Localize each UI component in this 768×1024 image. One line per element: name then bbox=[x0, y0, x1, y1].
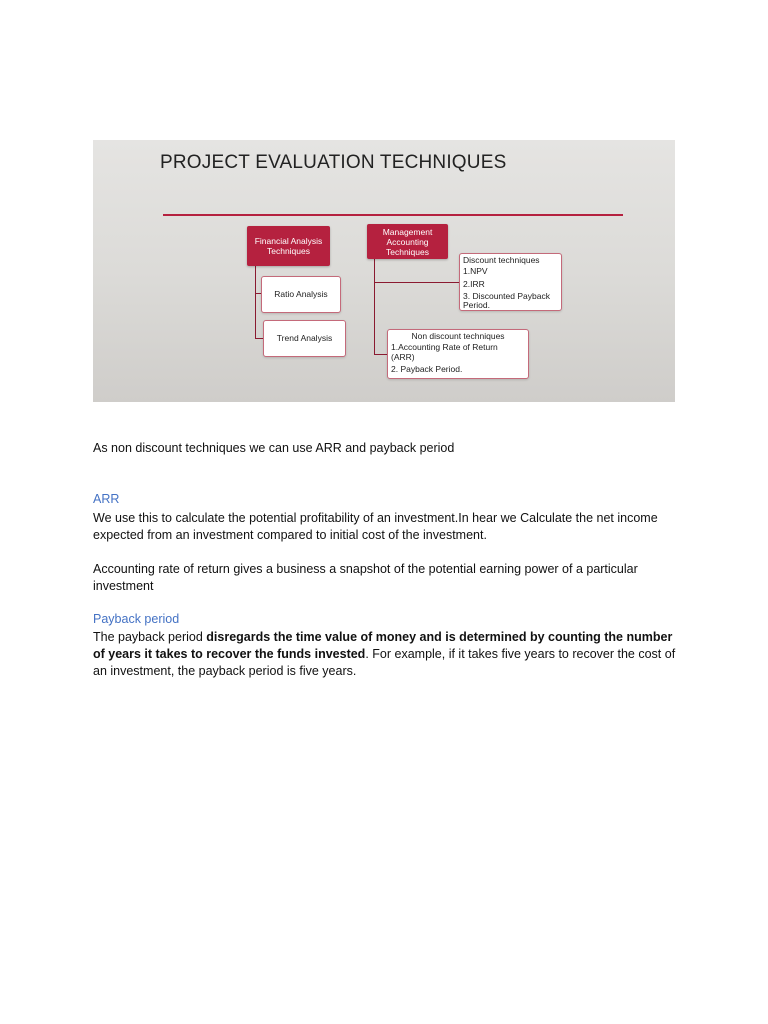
title-underline bbox=[163, 214, 623, 216]
intro-paragraph: As non discount techniques we can use ARR and payback period bbox=[93, 441, 455, 455]
slide-title: PROJECT EVALUATION TECHNIQUES bbox=[160, 152, 507, 173]
arr-heading: ARR bbox=[93, 492, 120, 506]
slide-image bbox=[93, 140, 675, 402]
non-discount-techniques-box bbox=[387, 329, 529, 379]
non-discount-header: Non discount techniques bbox=[411, 331, 505, 341]
discount-item: 1.NPV bbox=[463, 266, 488, 276]
connector-discount bbox=[374, 282, 460, 283]
arr-paragraph-1: We use this to calculate the potential profitability of an investment.In hear we Calculate the net income expected from an investment compared to initial cost of the investment. bbox=[93, 511, 658, 542]
payback-bold: disregards the time value of money and is determined by counting the number of years it takes to recover the funds invested bbox=[93, 630, 673, 661]
discount-header: Discount techniques bbox=[463, 255, 540, 265]
payback-tail: . For example, if it takes five years to recover the cost of an investment, the payback period is five years. bbox=[93, 647, 676, 678]
discount-techniques-box bbox=[459, 253, 562, 311]
non-discount-item: 1.Accounting Rate of Return (ARR) bbox=[391, 342, 498, 362]
discount-item: 3. Discounted Payback Period. bbox=[463, 291, 550, 310]
payback-paragraph bbox=[93, 629, 678, 680]
non-discount-item: 2. Payback Period. bbox=[391, 364, 463, 374]
discount-item: 2.IRR bbox=[463, 279, 485, 289]
financial-analysis-box: Financial Analysis Techniques bbox=[247, 226, 330, 266]
connector-trend bbox=[255, 338, 263, 339]
ratio-analysis-box bbox=[261, 276, 341, 313]
management-accounting-box: Management Accounting Techniques bbox=[367, 224, 448, 259]
trend-analysis-label: Trend Analysis bbox=[276, 333, 333, 343]
ratio-analysis-label: Ratio Analysis bbox=[274, 289, 328, 299]
connector-non-discount bbox=[374, 354, 388, 355]
arr-paragraph-2: Accounting rate of return gives a business a snapshot of the potential earning power of a particular investment bbox=[93, 562, 638, 593]
payback-heading: Payback period bbox=[93, 612, 180, 626]
trend-analysis-box bbox=[263, 320, 346, 357]
payback-lead: The payback period bbox=[93, 630, 207, 644]
connector-left-vertical bbox=[255, 259, 256, 339]
connector-right-vertical bbox=[374, 259, 375, 354]
